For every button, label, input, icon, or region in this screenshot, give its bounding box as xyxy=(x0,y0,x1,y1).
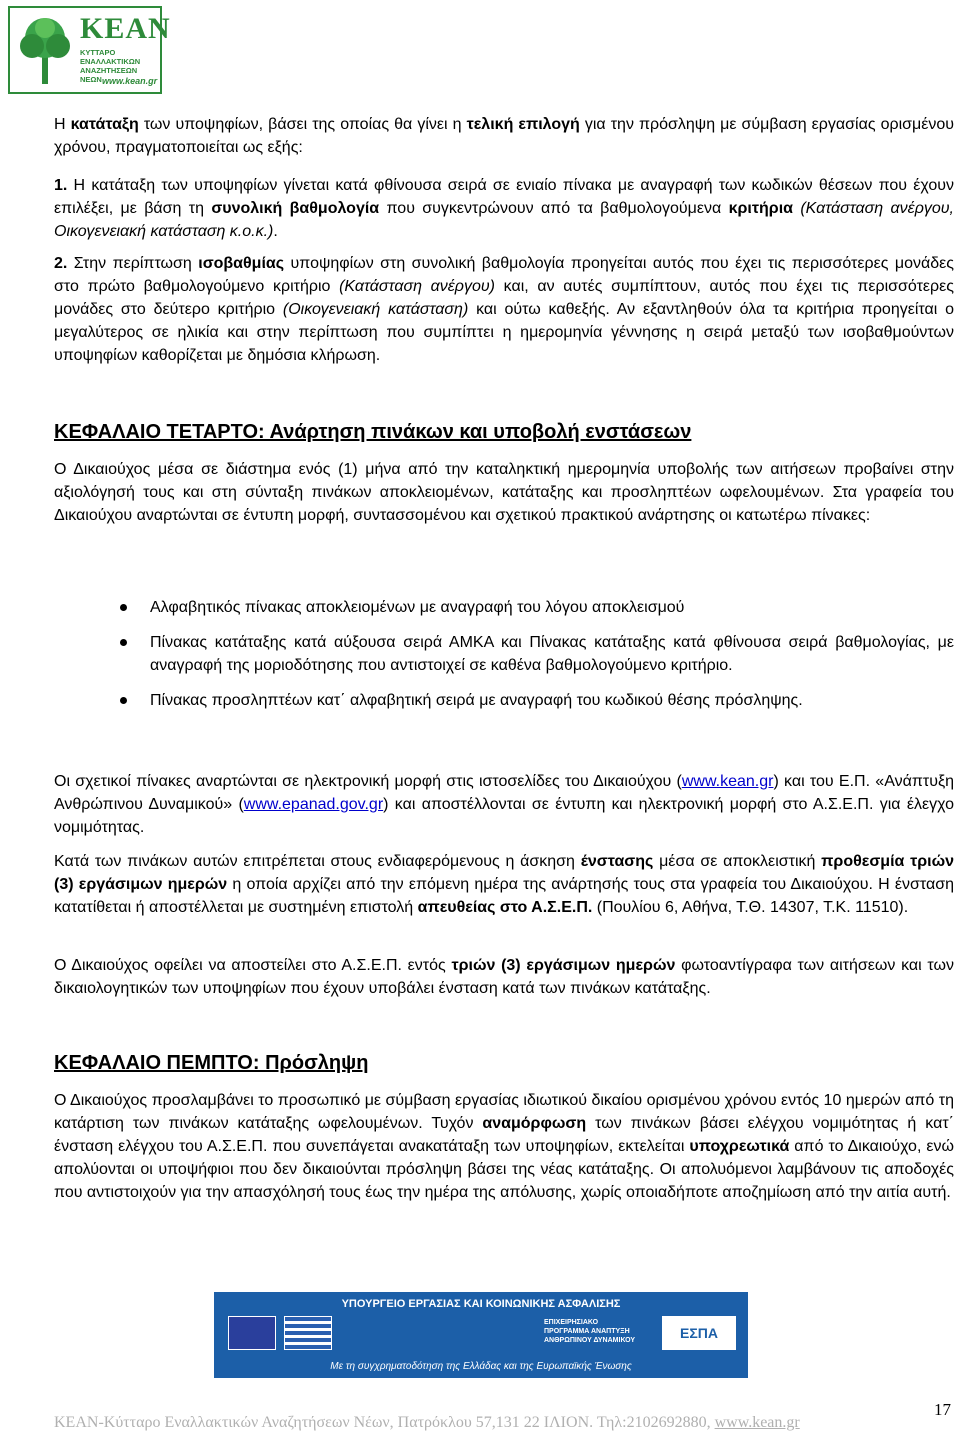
eu-flag-icon xyxy=(228,1316,276,1350)
bullet-icon xyxy=(120,604,127,611)
kean-link[interactable]: www.kean.gr xyxy=(681,773,774,790)
kean-logo xyxy=(8,6,171,94)
bullet-icon xyxy=(120,697,127,704)
chapter-4-paragraph-4: Ο Δικαιούχος οφείλει να αποστείλει στο Α.Σ.Ε.Π. εντός τριών (3) εργάσιμων ημερών φωτοαντίγραφα των αιτήσεων και των δικαιολογητικών των υποψηφίων που έχουν υποβάλει ένσταση κατά των πινάκων κατάταξης. xyxy=(54,957,955,997)
greek-flag-icon xyxy=(284,1316,332,1350)
list-item: Πίνακας προσληπτέων κατ΄ αλφαβητική σειρά με αναγραφή του κωδικού θέσης πρόσληψης. xyxy=(150,689,954,712)
footer: ΚΕΑΝ-Κύτταρο Εναλλακτικών Αναζητήσεων Νέων, Πατρόκλου 57,131 22 ΙΛΙΟΝ. Τηλ:2102692880, www.kean.gr xyxy=(54,1414,800,1431)
logo-url: www.kean.gr xyxy=(102,76,158,86)
intro-paragraph: Η κατάταξη των υποψηφίων, βάσει της οποίας θα γίνει η τελική επιλογή για την πρόσληψη με σύμβαση εργασίας ορισμένου χρόνου, πραγματοποιείται ως εξής: xyxy=(54,116,955,156)
list-item: Πίνακας κατάταξης κατά αύξουσα σειρά ΑΜΚΑ και Πίνακας κατάταξης κατά φθίνουσα σειρά βαθμολογίας, με αναγραφή της μοριοδότησης που αντιστοιχεί σε καθένα βαθμολογούμενο κριτήριο. xyxy=(150,631,954,677)
funding-banner xyxy=(214,1292,748,1378)
list-item: Αλφαβητικός πίνακας αποκλειομένων με αναγραφή του λόγου αποκλεισμού xyxy=(150,596,954,619)
program-title: ΕΠΙΧΕΙΡΗΣΙΑΚΟ ΠΡΟΓΡΑΜΜΑ ΑΝΑΠΤΥΞΗ ΑΝΘΡΩΠΙΝΟΥ ΔΥΝΑΜΙΚΟΥ xyxy=(544,1319,636,1344)
chapter-4-heading: ΚΕΦΑΛΑΙΟ ΤΕΤΑΡΤΟ: Ανάρτηση πινάκων και υποβολή ενστάσεων xyxy=(54,421,692,443)
footer-link[interactable]: www.kean.gr xyxy=(714,1414,800,1431)
logo-name: ΚΕΑΝ xyxy=(80,12,171,45)
tree-icon xyxy=(14,14,76,88)
espa-logo: ΕΣΠΑ xyxy=(662,1316,736,1350)
page-number: 17 xyxy=(934,1400,951,1419)
epanad-link[interactable]: www.epanad.gov.gr xyxy=(243,796,384,813)
chapter-4-paragraph-1: Ο Δικαιούχος μέσα σε διάστημα ενός (1) μήνα από την καταληκτική ημερομηνία υποβολής των αιτήσεων προβαίνει στην αξιολόγησή τους και στη σύνταξη πινάκων αποκλειομένων, κατάταξης και προσληπτέων ωφελουμένων. Στα γραφεία του Δικαιούχου αναρτώνται σε έντυπη μορφή, συντασσομένου και σχετικού πρακτικού ανάρτησης οι κατωτέρω πίνακες: xyxy=(54,461,954,524)
bullet-icon xyxy=(120,639,127,646)
chapter-5-paragraph: Ο Δικαιούχος προσλαμβάνει το προσωπικό με σύμβαση εργασίας ιδιωτικού δικαίου ορισμένου χρόνου εντός 10 ημερών από τη κατάρτιση των πινάκων κατάταξης ωφελουμένων. Τυχόν αναμόρφωση των πινάκων βάσει ελέγχου νομιμότητας ή κατ΄ ένσταση ελέγχου του Α.Σ.Ε.Π. που συνεπάγεται ανακατάταξη των υποψηφίων, εκτελείται υποχρεωτικά από το Δικαιούχο, ενώ απολύονται οι υποψήφιοι που δεν δικαιούνται πρόσληψη βάσει της νέας κατάταξης. Οι απολυόμενοι λαμβάνουν τις αποδοχές που αντιστοιχούν για την απασχόλησή τους έως την ημέρα της απόλυσης, χωρίς οποιαδήποτε αποζημίωση από την αιτία αυτή. xyxy=(54,1092,955,1201)
chapter-4-paragraph-3: Κατά των πινάκων αυτών επιτρέπεται στους ενδιαφερόμενους η άσκηση ένστασης μέσα σε αποκλειστική προθεσμία τριών (3) εργάσιμων ημερών η οποία αρχίζει από την επόμενη ημέρα της ανάρτησής τους στα γραφεία του Δικαιούχου. Η ένσταση κατατίθεται ή αποστέλλεται με συστημένη επιστολή απευθείας στο Α.Σ.Ε.Π. (Πουλίου 6, Αθήνα, Τ.Θ. 14307, Τ.Κ. 11510). xyxy=(54,853,955,916)
chapter-4-paragraph-2: Οι σχετικοί πίνακες αναρτώνται σε ηλεκτρονική μορφή στις ιστοσελίδες του Δικαιούχου (www.kean.gr) και του Ε.Π. «Ανάπτυξη Ανθρώπινου Δυναμικού» (www.epanad.gov.gr) και αποστέλλονται σε έντυπη και ηλεκτρονική μορφή στο Α.Σ.Ε.Π. για έλεγχο νομιμότητας. xyxy=(54,773,955,836)
ranking-item-1: 1. Η κατάταξη των υποψηφίων γίνεται κατά φθίνουσα σειρά σε ενιαίο πίνακα με αναγραφή των κωδικών θέσεων που έχουν επιλέξει, με βάση τη συνολική βαθμολογία που συγκεντρώνουν από τα βαθμολογούμενα κριτήρια (Κατάσταση ανέργου, Οικογενειακή κατάσταση κ.ο.κ.). xyxy=(54,177,954,240)
cofunding-text: Με τη συγχρηματοδότηση της Ελλάδας και της Ευρωπαϊκής Ένωσης xyxy=(330,1361,632,1372)
ministry-title: ΥΠΟΥΡΓΕΙΟ ΕΡΓΑΣΙΑΣ ΚΑΙ ΚΟΙΝΩΝΙΚΗΣ ΑΣΦΑΛΙΣΗΣ xyxy=(341,1298,621,1310)
ranking-item-2: 2. Στην περίπτωση ισοβαθμίας υποψηφίων στη συνολική βαθμολογία προηγείται αυτός που έχει τις περισσότερες μονάδες στο πρώτο βαθμολογούμενο κριτήριο (Κατάσταση ανέργου) και, αν αυτές συμπίπτουν, αυτός που έχει τις περισσότερες μονάδες στο δεύτερο κριτήριο (Οικογενειακή κατάσταση) και ούτω καθεξής. Αν εξαντληθούν όλα τα κριτήρια προηγείται ο μεγαλύτερος σε ηλικία και στην περίπτωση που συμπίπτει η ημερομηνία γέννησης η σειρά μεταξύ των ισοβαθμούντων υποψηφίων καθορίζεται με δημόσια κλήρωση. xyxy=(54,255,955,364)
chapter-5-heading: ΚΕΦΑΛΑΙΟ ΠΕΜΠΤΟ: Πρόσληψη xyxy=(54,1052,369,1074)
tables-list xyxy=(150,596,954,712)
logo-subtitle: ΚΥΤΤΑΡΟ ΕΝΑΛΛΑΚΤΙΚΩΝ ΑΝΑΖΗΤΗΣΕΩΝ ΝΕΩΝ xyxy=(80,48,141,84)
